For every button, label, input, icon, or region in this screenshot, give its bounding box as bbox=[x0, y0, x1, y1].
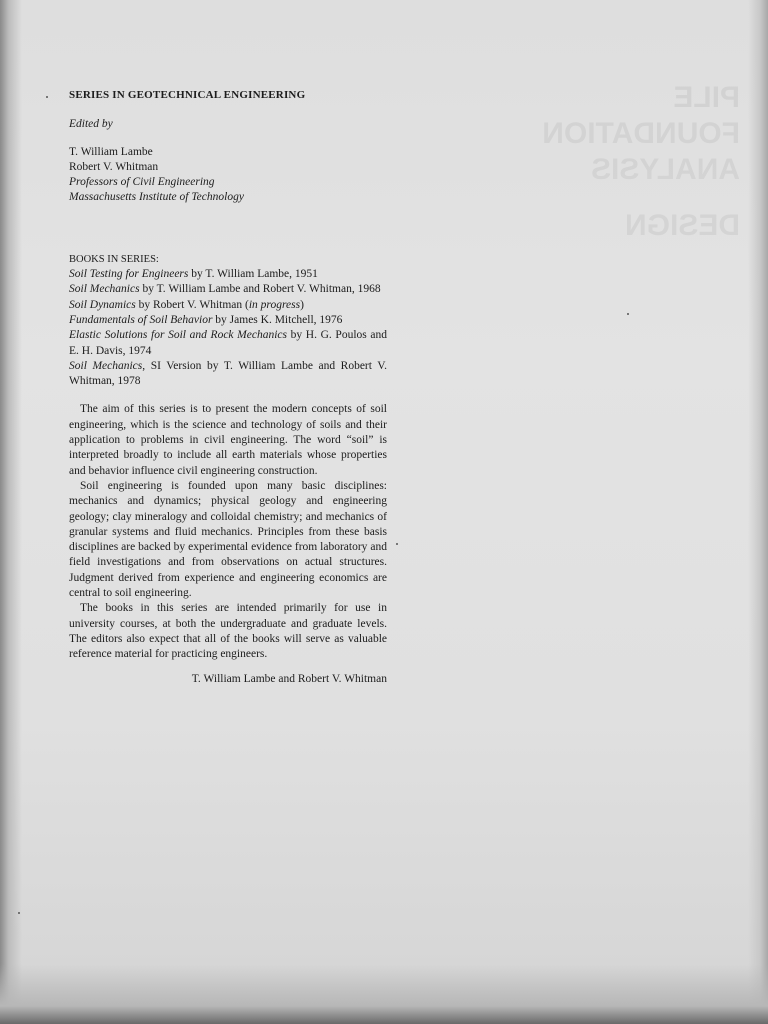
book-title: Soil Mechanics bbox=[69, 359, 143, 372]
edited-by-label: Edited by bbox=[69, 118, 113, 131]
editor-role: Professors of Civil Engineering bbox=[69, 176, 215, 189]
editor-name: Robert V. Whitman bbox=[69, 160, 159, 173]
editor-institution: Massachusetts Institute of Technology bbox=[69, 191, 244, 204]
book-details: by T. William Lambe, 1951 bbox=[188, 268, 318, 281]
book-details: ) bbox=[300, 298, 304, 311]
book-title: Soil Testing for Engineers bbox=[69, 268, 189, 281]
page-right-edge bbox=[748, 0, 768, 1024]
book-details: by James K. Mitchell, 1976 bbox=[212, 313, 343, 326]
page-bottom-shadow bbox=[0, 964, 768, 1024]
description-paragraph: The books in this series are intended primarily for use in university courses, at both the undergraduate and graduate levels. The editors also expect that all of the books will serve as valuable reference material for practicing engineers. bbox=[69, 602, 387, 661]
book-entry bbox=[69, 313, 387, 328]
speck-mark bbox=[18, 912, 20, 914]
book-entry bbox=[69, 282, 387, 297]
book-title: Fundamentals of Soil Behavior bbox=[69, 313, 213, 326]
bleed-line: ANALYSIS bbox=[591, 153, 740, 186]
book-entry bbox=[69, 328, 387, 359]
book-entry bbox=[69, 359, 387, 390]
series-title: SERIES IN GEOTECHNICAL ENGINEERING bbox=[69, 89, 306, 101]
speck-mark bbox=[396, 543, 398, 545]
book-title: Soil Dynamics bbox=[69, 298, 136, 311]
book-details: by Robert V. Whitman ( bbox=[135, 298, 249, 311]
book-entry bbox=[69, 298, 387, 313]
book-title: Soil Mechanics bbox=[69, 283, 140, 296]
page-gutter-shadow bbox=[0, 0, 22, 1024]
page-content bbox=[69, 88, 387, 687]
bleed-line: FOUNDATION bbox=[542, 117, 740, 150]
book-details: , SI Version by T. William Lambe and Robert V. Whitman, 1978 bbox=[69, 359, 388, 388]
books-list bbox=[69, 267, 387, 389]
book-status: in progress bbox=[248, 298, 301, 311]
description-paragraph: The aim of this series is to present the modern concepts of soil engineering, which is the science and technology of soils and their application to problems in civil engineering. The word “soil” is interpreted broadly to include all earth materials whose properties and behavior influence civil engineering construction. bbox=[69, 403, 387, 477]
series-description bbox=[69, 402, 387, 662]
book-entry bbox=[69, 267, 387, 282]
speck-mark bbox=[627, 313, 629, 315]
book-details: by H. G. Poulos and E. H. Davis, 1974 bbox=[69, 329, 387, 357]
bleed-through-text bbox=[470, 80, 740, 244]
bleed-line: PILE bbox=[673, 81, 740, 114]
speck-mark bbox=[46, 96, 48, 98]
editors-signature: T. William Lambe and Robert V. Whitman bbox=[191, 672, 387, 685]
book-title: Elastic Solutions for Soil and Rock Mechanics bbox=[69, 329, 287, 342]
book-details: by T. William Lambe and Robert V. Whitman, 1968 bbox=[139, 283, 381, 296]
editors-block bbox=[69, 145, 387, 206]
editor-name: T. William Lambe bbox=[69, 145, 153, 158]
description-paragraph: Soil engineering is founded upon many basic disciplines: mechanics and dynamics; physical geology and engineering geology; clay mineralogy and colloidal chemistry; and mechanics of granular systems and fluid mechanics. Principles from these basis disciplines are backed by experimental evidence from laboratory and field investigations and from observations on actual structures. Judgment derived from experience and engineering economics are central to soil engineering. bbox=[69, 479, 387, 600]
books-heading: BOOKS IN SERIES: bbox=[69, 253, 159, 265]
bleed-line: DESIGN bbox=[624, 209, 740, 242]
